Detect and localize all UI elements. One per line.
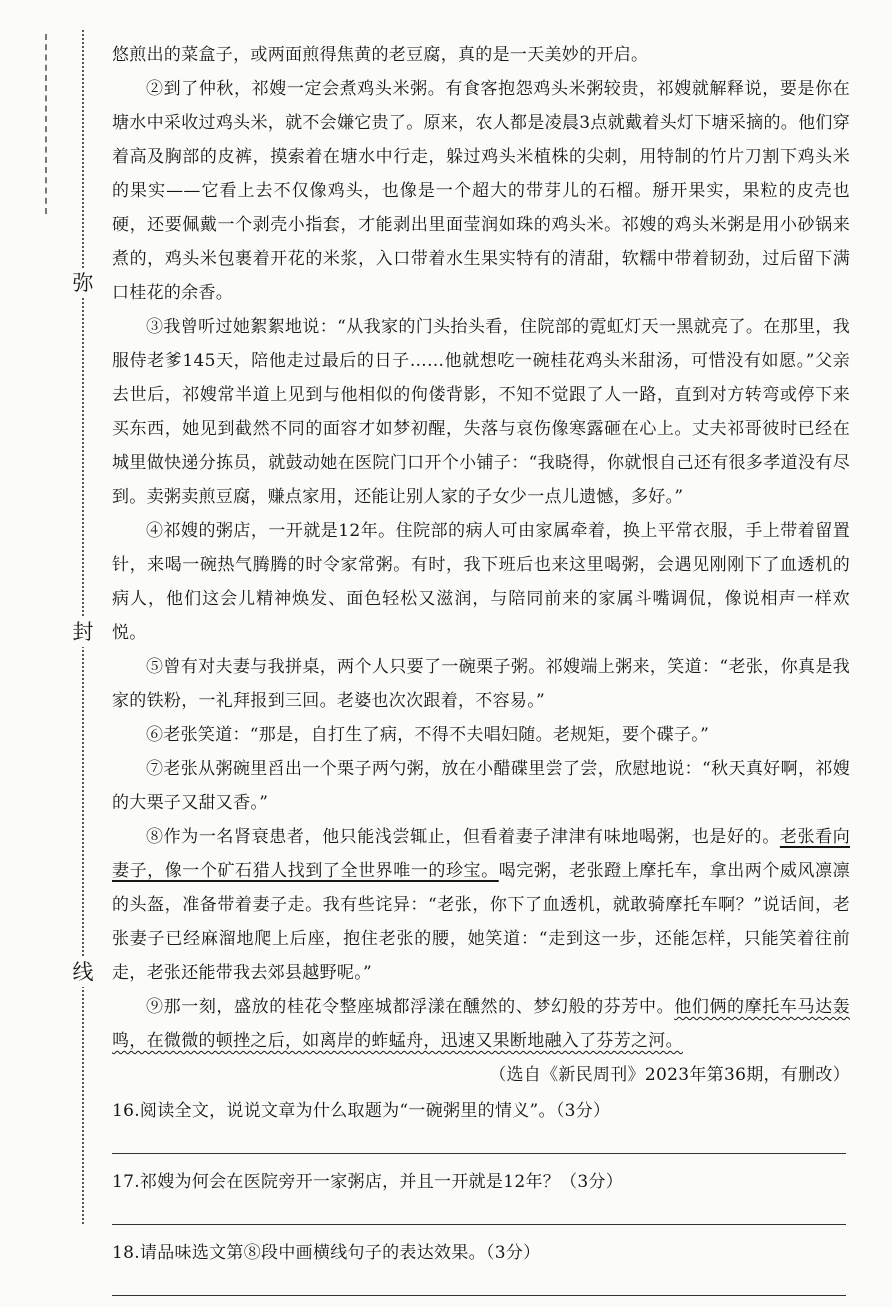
answer-line-16[interactable] [112,1128,846,1154]
answer-line-18[interactable] [112,1270,846,1296]
question-17: 17.祁嫂为何会在医院旁开一家粥店，并且一开就是12年？（3分） [112,1172,624,1192]
paragraph-6: ⑥老张笑道：“那是，自打生了病，不得不夫唱妇随。老规矩，要个碟子。” [146,725,710,745]
margin-label-feng: 封 [67,617,99,647]
paragraph-8 [112,820,850,990]
question-18: 18.请品味选文第⑧段中画横线句子的表达效果。（3分） [112,1243,541,1263]
wavy-underlined-sentence: 他们俩的摩托车马达轰鸣，在微微的顿挫之后，如离岸的蚱蜢舟，迅速又果断地融入了芬芳之河。 [112,997,851,1051]
paragraph-4: ④祁嫂的粥店，一开就是12年。住院部的病人可由家属牵着，换上平常衣服，手上带着留置针，来喝一碗热气腾腾的时令家常粥。有时，我下班后也来这里喝粥，会遇见刚刚下了血透机的病人，他们这会儿精神焕发、面色轻松又滋润，与陪同前来的家属斗嘴调侃，像说相声一样欢悦。 [112,521,850,643]
paragraph-continuation: 悠煎出的菜盒子，或两面煎得焦黄的老豆腐，真的是一天美妙的开启。 [112,45,649,65]
paragraph-8-lead: ⑧作为一名肾衰患者，他只能浅尝辄止，但看着妻子津津有味地喝粥，也是好的。 [146,827,780,847]
source-citation: （选自《新民周刊》2023年第36期，有删改） [489,1065,850,1085]
paragraph-8-rest: 喝完粥，老张蹬上摩托车，拿出两个威风凛凛的头盔，准备带着妻子走。我有些诧异：“老张，你下了血透机，就敢骑摩托车啊？”说话间，老张妻子已经麻溜地爬上后座，抱住老张的腰，她笑道：“走到这一步，还能怎样，只能笑着往前走，老张还能带我去郊县越野呢。” [112,861,850,983]
margin-label-mi: 弥 [67,268,99,298]
paragraph-9-lead: ⑨那一刻，盛放的桂花令整座城都浮漾在醺然的、梦幻般的芬芳中。 [146,997,675,1017]
paragraph-5: ⑤曾有对夫妻与我拼桌，两个人只要了一碗栗子粥。祁嫂端上粥来，笑道：“老张，你真是我家的铁粉，一礼拜报到三回。老婆也次次跟着，不容易。” [112,657,850,711]
paragraph-7: ⑦老张从粥碗里舀出一个栗子两勺粥，放在小醋碟里尝了尝，欣慰地说：“秋天真好啊，祁嫂的大栗子又甜又香。” [112,759,850,813]
paragraph-3: ③我曾听过她絮絮地说：“从我家的门头抬头看，住院部的霓虹灯天一黑就亮了。在那里，我服侍老爹145天，陪他走过最后的日子……他就想吃一碗桂花鸡头米甜汤，可惜没有如愿。”父亲去世后，祁嫂常半道上见到与他相似的佝偻背影，不知不觉跟了人一路，直到对方转弯或停下来买东西，她见到截然不同的面容才如梦初醒，失落与哀伤像寒露砸在心上。丈夫祁哥彼时已经在城里做快递分拣员，就鼓动她在医院门口开个小铺子：“我晓得，你就恨自己还有很多孝道没有尽到。卖粥卖煎豆腐，赚点家用，还能让别人家的子女少一点儿遗憾，多好。” [112,317,850,507]
question-16: 16.阅读全文，说说文章为什么取题为“一碗粥里的情义”。（3分） [112,1101,611,1121]
underlined-sentence: 老张看向妻子，像一个矿石猎人找到了全世界唯一的珍宝。 [112,827,850,881]
answer-line-17[interactable] [112,1199,846,1225]
binding-dashes [45,34,51,214]
paragraph-9 [112,990,850,1058]
paragraph-2: ②到了仲秋，祁嫂一定会煮鸡头米粥。有食客抱怨鸡头米粥较贵，祁嫂就解释说，要是你在塘水中采收过鸡头米，就不会嫌它贵了。原来，农人都是凌晨3点就戴着头灯下塘采摘的。他们穿着高及胸部的皮裤，摸索着在塘水中行走，躲过鸡头米植株的尖刺，用特制的竹片刀割下鸡头米的果实——它看上去不仅像鸡头，也像是一个超大的带芽儿的石榴。掰开果实，果粒的皮壳也硬，还要佩戴一个剥壳小指套，才能剥出里面莹润如珠的鸡头米。祁嫂的鸡头米粥是用小砂锅来煮的，鸡头米包裹着开花的米浆，入口带着水生果实特有的清甜，软糯中带着韧劲，过后留下满口桂花的余香。 [112,79,850,303]
reading-passage [112,38,850,1307]
margin-label-xian: 线 [67,957,99,987]
